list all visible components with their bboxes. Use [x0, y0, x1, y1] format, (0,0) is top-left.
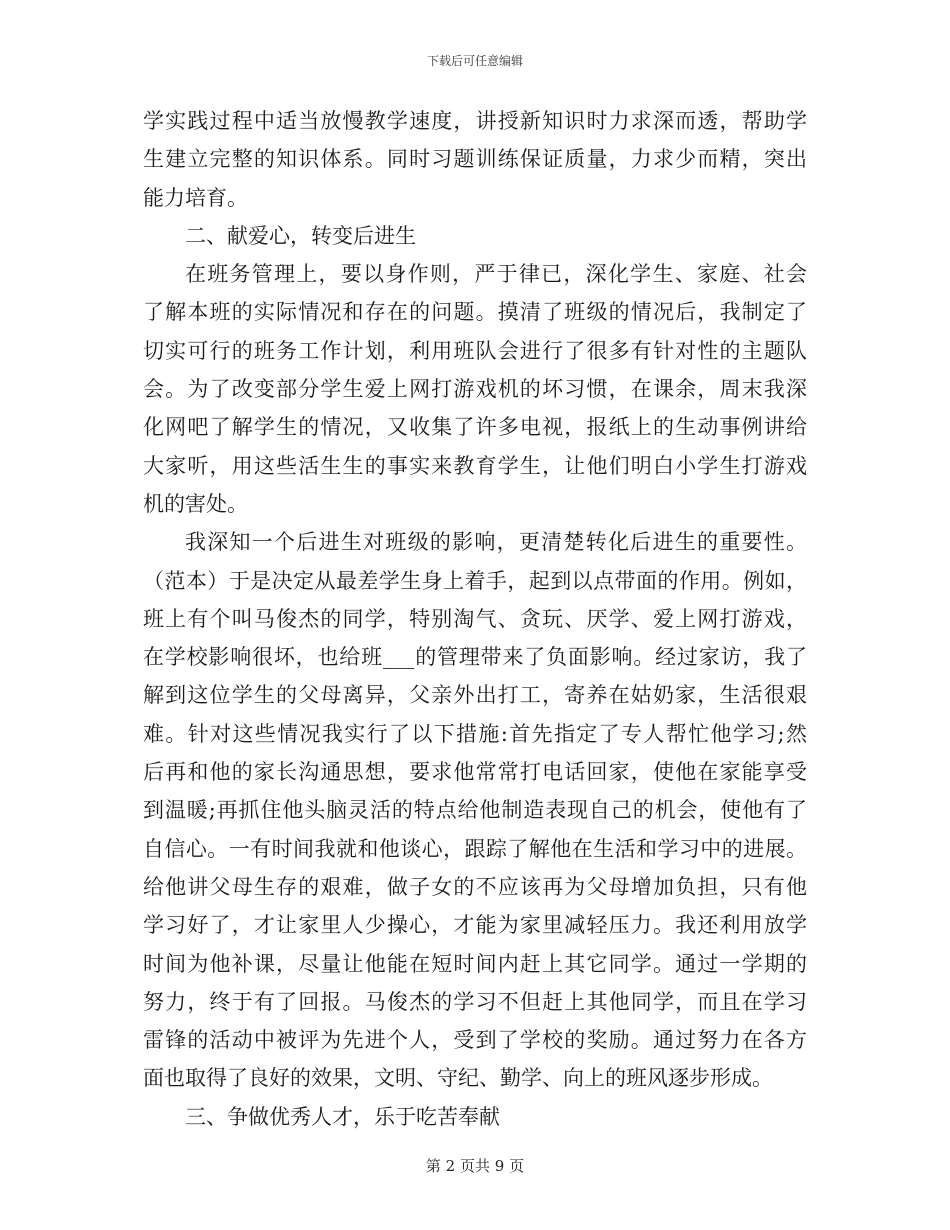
text-line: 会。为了改变部分学生爱上网打游戏机的坏习惯，在课余，周末我深 — [143, 377, 807, 402]
document-body — [143, 102, 807, 1136]
text-line: 切实可行的班务工作计划，利用班队会进行了很多有针对性的主题队 — [143, 338, 807, 363]
text-line: （范本）于是决定从最差学生身上着手，起到以点带面的作用。例如， — [143, 568, 807, 593]
text-line: 在班务管理上，要以身作则，严于律已，深化学生、家庭、社会 — [185, 262, 807, 287]
text-line: 了解本班的实际情况和存在的问题。摸清了班级的情况后，我制定了 — [143, 300, 807, 325]
text-line: 努力，终于有了回报。马俊杰的学习不但赶上其他同学，而且在学习 — [143, 989, 807, 1014]
text-line: 班上有个叫马俊杰的同学，特别淘气、贪玩、厌学、爱上网打游戏， — [143, 606, 807, 631]
text-line: 大家听，用这些活生生的事实来教育学生，让他们明白小学生打游戏 — [143, 453, 807, 478]
text-line: 三、争做优秀人才，乐于吃苦奉献 — [185, 1104, 500, 1129]
text-line: 机的害处。 — [143, 491, 248, 516]
text-line: 给他讲父母生存的艰难，做子女的不应该再为父母增加负担，只有他 — [143, 874, 807, 899]
text-line: 后再和他的家长沟通思想，要求他常常打电话回家，使他在家能享受 — [143, 760, 807, 785]
text-line: 自信心。一有时间我就和他谈心，跟踪了解他在生活和学习中的进展。 — [143, 836, 807, 861]
text-line: 时间为他补课，尽量让他能在短时间内赶上其它同学。通过一学期的 — [143, 951, 807, 976]
text-line: 生建立完整的知识体系。同时习题训练保证质量，力求少而精，突出 — [143, 147, 807, 172]
text-line: 到温暖;再抓住他头脑灵活的特点给他制造表现自己的机会，使他有了 — [143, 798, 807, 823]
page-header: 下载后可任意编辑 — [426, 54, 523, 68]
text-line: 难。针对这些情况我实行了以下措施:首先指定了专人帮忙他学习;然 — [143, 721, 807, 746]
text-line: 在学校影响很坏，也给班___的管理带来了负面影响。经过家访，我了 — [143, 645, 807, 670]
text-line: 学习好了，才让家里人少操心，才能为家里减轻压力。我还利用放学 — [143, 913, 807, 938]
text-line: 我深知一个后进生对班级的影响，更清楚转化后进生的重要性。 — [185, 530, 807, 555]
text-line: 学实践过程中适当放慢教学速度，讲授新知识时力求深而透，帮助学 — [143, 109, 807, 133]
text-line: 面也取得了良好的效果，文明、守纪、勤学、向上的班风逐步形成。 — [143, 1066, 773, 1091]
text-line: 能力培育。 — [143, 185, 248, 210]
text-line: 二、献爱心，转变后进生 — [185, 223, 416, 248]
text-line: 化网吧了解学生的情况，又收集了许多电视，报纸上的生动事例讲给 — [143, 415, 807, 440]
text-line: 解到这位学生的父母离异，父亲外出打工，寄养在姑奶家，生活很艰 — [143, 683, 807, 708]
text-line: 雷锋的活动中被评为先进个人，受到了学校的奖励。通过努力在各方 — [143, 1028, 807, 1053]
page-footer: 第 2 页共 9 页 — [425, 1157, 525, 1175]
